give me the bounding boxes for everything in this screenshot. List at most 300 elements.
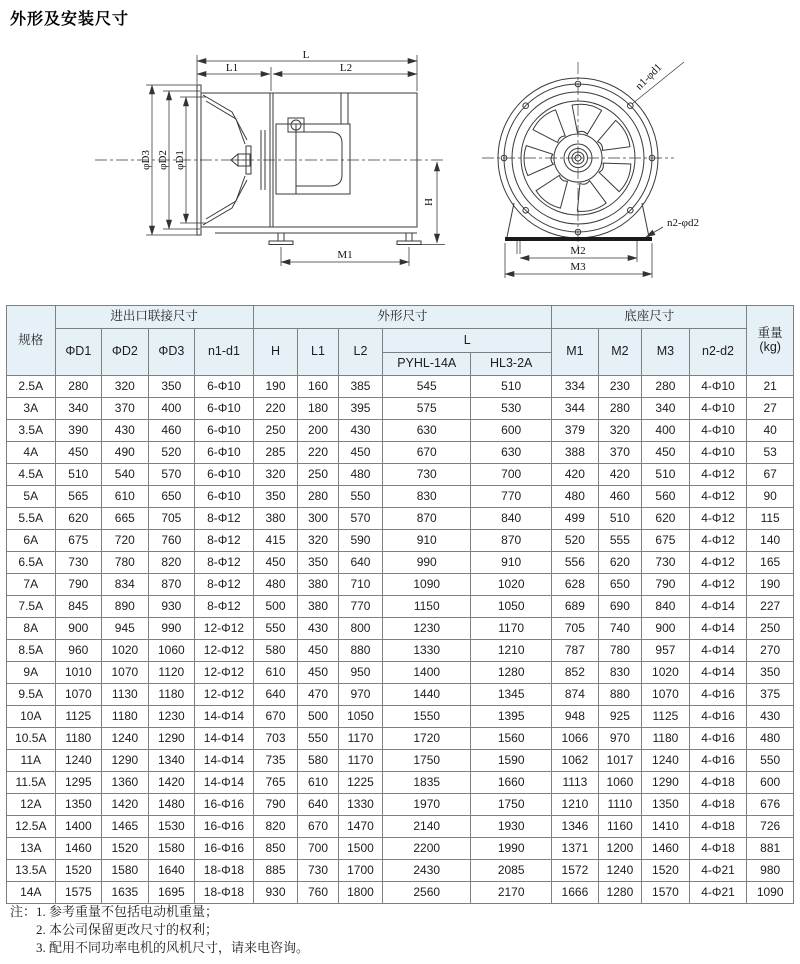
spec-cell: 10.5A (7, 728, 56, 750)
value-cell: 1560 (471, 728, 552, 750)
value-cell: 470 (298, 684, 338, 706)
value-cell: 530 (471, 398, 552, 420)
spec-cell: 5.5A (7, 508, 56, 530)
table-row (7, 794, 794, 816)
value-cell: 676 (747, 794, 794, 816)
value-cell: 4-Φ21 (689, 882, 747, 904)
value-cell: 1150 (383, 596, 471, 618)
value-cell: 4-Φ14 (689, 662, 747, 684)
value-cell: 620 (642, 508, 690, 530)
value-cell: 14-Φ14 (195, 706, 254, 728)
note-line: 3. 配用不同功率电机的风机尺寸，请来电咨询。 (36, 940, 310, 955)
spec-cell: 9A (7, 662, 56, 684)
value-cell: 580 (298, 750, 338, 772)
spec-cell: 11.5A (7, 772, 56, 794)
table-row (7, 508, 794, 530)
spec-cell: 7.5A (7, 596, 56, 618)
notes-prefix: 注： (10, 904, 37, 919)
value-cell: 1110 (598, 794, 641, 816)
value-cell: 160 (298, 376, 338, 398)
value-cell: 1170 (471, 618, 552, 640)
value-cell: 4-Φ12 (689, 464, 747, 486)
value-cell: 420 (598, 464, 641, 486)
table-row (7, 574, 794, 596)
value-cell: 6-Φ10 (195, 398, 254, 420)
value-cell: 1695 (148, 882, 195, 904)
value-cell: 1660 (471, 772, 552, 794)
spec-cell: 12.5A (7, 816, 56, 838)
value-cell: 6-Φ10 (195, 376, 254, 398)
table-row (7, 552, 794, 574)
value-cell: 705 (148, 508, 195, 530)
value-cell: 4-Φ16 (689, 684, 747, 706)
value-cell: 1050 (471, 596, 552, 618)
value-cell: 1290 (102, 750, 149, 772)
table-row (7, 420, 794, 442)
value-cell: 900 (642, 618, 690, 640)
value-cell: 874 (552, 684, 599, 706)
spec-cell: 8A (7, 618, 56, 640)
value-cell: 852 (552, 662, 599, 684)
value-cell: 555 (598, 530, 641, 552)
col-header-hl3: HL3-2A (471, 353, 552, 376)
group-header-base: 底座尺寸 (552, 306, 747, 329)
value-cell: 4-Φ10 (689, 398, 747, 420)
value-cell: 970 (598, 728, 641, 750)
table-row (7, 772, 794, 794)
dim-label-M1: M1 (337, 249, 353, 261)
value-cell: 350 (747, 662, 794, 684)
value-cell: 18-Φ18 (195, 882, 254, 904)
value-cell: 780 (598, 640, 641, 662)
value-cell: 1330 (338, 794, 383, 816)
value-cell: 730 (383, 464, 471, 486)
value-cell: 1575 (55, 882, 102, 904)
value-cell: 1060 (598, 772, 641, 794)
value-cell: 1350 (642, 794, 690, 816)
value-cell: 18-Φ18 (195, 860, 254, 882)
dim-label-L: L (302, 49, 310, 61)
spec-cell: 4A (7, 442, 56, 464)
value-cell: 870 (148, 574, 195, 596)
value-cell: 590 (338, 530, 383, 552)
value-cell: 1835 (383, 772, 471, 794)
value-cell: 1113 (552, 772, 599, 794)
table-row (7, 398, 794, 420)
note-line: 2. 本公司保留更改尺寸的权利； (36, 922, 219, 937)
spec-cell: 3A (7, 398, 56, 420)
value-cell: 690 (598, 596, 641, 618)
value-cell: 415 (253, 530, 298, 552)
value-cell: 610 (298, 772, 338, 794)
value-cell: 450 (298, 662, 338, 684)
value-cell: 1330 (383, 640, 471, 662)
value-cell: 885 (253, 860, 298, 882)
value-cell: 550 (338, 486, 383, 508)
col-header-n2d2: n2-d2 (689, 329, 747, 376)
value-cell: 910 (383, 530, 471, 552)
value-cell: 550 (298, 728, 338, 750)
table-row (7, 750, 794, 772)
value-cell: 40 (747, 420, 794, 442)
value-cell: 545 (383, 376, 471, 398)
value-cell: 620 (55, 508, 102, 530)
value-cell: 1572 (552, 860, 599, 882)
weight-unit: (kg) (759, 339, 781, 354)
value-cell: 14-Φ14 (195, 750, 254, 772)
value-cell: 340 (55, 398, 102, 420)
value-cell: 703 (253, 728, 298, 750)
value-cell: 1225 (338, 772, 383, 794)
value-cell: 670 (383, 442, 471, 464)
value-cell: 180 (298, 398, 338, 420)
value-cell: 285 (253, 442, 298, 464)
value-cell: 1800 (338, 882, 383, 904)
value-cell: 430 (747, 706, 794, 728)
spec-table (6, 305, 794, 904)
value-cell: 1970 (383, 794, 471, 816)
value-cell: 1130 (102, 684, 149, 706)
value-cell: 380 (298, 574, 338, 596)
value-cell: 1530 (148, 816, 195, 838)
weight-label: 重量 (757, 326, 783, 340)
value-cell: 620 (598, 552, 641, 574)
value-cell: 760 (298, 882, 338, 904)
value-cell: 4-Φ18 (689, 816, 747, 838)
value-cell: 760 (148, 530, 195, 552)
value-cell: 600 (747, 772, 794, 794)
value-cell: 665 (102, 508, 149, 530)
value-cell: 350 (298, 552, 338, 574)
value-cell: 430 (338, 420, 383, 442)
value-cell: 1580 (148, 838, 195, 860)
value-cell: 730 (55, 552, 102, 574)
value-cell: 830 (598, 662, 641, 684)
table-row (7, 464, 794, 486)
value-cell: 1465 (102, 816, 149, 838)
value-cell: 930 (253, 882, 298, 904)
value-cell: 300 (298, 508, 338, 530)
value-cell: 1520 (642, 860, 690, 882)
col-header-l2: L2 (338, 329, 383, 376)
value-cell: 2430 (383, 860, 471, 882)
value-cell: 1020 (102, 640, 149, 662)
value-cell: 705 (552, 618, 599, 640)
table-row (7, 860, 794, 882)
value-cell: 4-Φ14 (689, 618, 747, 640)
spec-cell: 2.5A (7, 376, 56, 398)
value-cell: 4-Φ18 (689, 838, 747, 860)
value-cell: 4-Φ12 (689, 530, 747, 552)
value-cell: 4-Φ14 (689, 640, 747, 662)
dim-label-D1: φD1 (174, 150, 186, 170)
value-cell: 190 (747, 574, 794, 596)
technical-drawing (0, 28, 800, 300)
value-cell: 540 (102, 464, 149, 486)
value-cell: 628 (552, 574, 599, 596)
value-cell: 880 (338, 640, 383, 662)
table-row (7, 376, 794, 398)
value-cell: 1180 (102, 706, 149, 728)
dim-label-M3: M3 (570, 261, 586, 273)
value-cell: 480 (552, 486, 599, 508)
value-cell: 840 (642, 596, 690, 618)
value-cell: 870 (383, 508, 471, 530)
table-row (7, 816, 794, 838)
table-row (7, 706, 794, 728)
value-cell: 500 (253, 596, 298, 618)
value-cell: 640 (298, 794, 338, 816)
value-cell: 970 (338, 684, 383, 706)
value-cell: 726 (747, 816, 794, 838)
value-cell: 1295 (55, 772, 102, 794)
value-cell: 4-Φ18 (689, 772, 747, 794)
value-cell: 520 (148, 442, 195, 464)
value-cell: 379 (552, 420, 599, 442)
value-cell: 770 (471, 486, 552, 508)
spec-cell: 7A (7, 574, 56, 596)
value-cell: 320 (102, 376, 149, 398)
value-cell: 6-Φ10 (195, 442, 254, 464)
value-cell: 630 (383, 420, 471, 442)
value-cell: 320 (298, 530, 338, 552)
value-cell: 780 (102, 552, 149, 574)
value-cell: 700 (471, 464, 552, 486)
value-cell: 8-Φ12 (195, 530, 254, 552)
value-cell: 980 (747, 860, 794, 882)
value-cell: 350 (148, 376, 195, 398)
spec-cell: 12A (7, 794, 56, 816)
value-cell: 1240 (55, 750, 102, 772)
value-cell: 550 (747, 750, 794, 772)
value-cell: 450 (253, 552, 298, 574)
value-cell: 1280 (598, 882, 641, 904)
value-cell: 190 (253, 376, 298, 398)
value-cell: 4-Φ10 (689, 420, 747, 442)
value-cell: 1280 (471, 662, 552, 684)
value-cell: 480 (253, 574, 298, 596)
value-cell: 230 (598, 376, 641, 398)
value-cell: 1350 (55, 794, 102, 816)
value-cell: 280 (298, 486, 338, 508)
value-cell: 4-Φ16 (689, 728, 747, 750)
value-cell: 689 (552, 596, 599, 618)
value-cell: 4-Φ10 (689, 376, 747, 398)
value-cell: 1720 (383, 728, 471, 750)
value-cell: 450 (338, 442, 383, 464)
value-cell: 800 (338, 618, 383, 640)
value-cell: 4-Φ12 (689, 508, 747, 530)
table-row (7, 442, 794, 464)
dim-label-H: H (423, 198, 435, 206)
value-cell: 4-Φ16 (689, 750, 747, 772)
table-row (7, 882, 794, 904)
value-cell: 575 (383, 398, 471, 420)
value-cell: 4-Φ18 (689, 794, 747, 816)
value-cell: 880 (598, 684, 641, 706)
value-cell: 925 (598, 706, 641, 728)
value-cell: 580 (253, 640, 298, 662)
value-cell: 388 (552, 442, 599, 464)
value-cell: 650 (148, 486, 195, 508)
value-cell: 1550 (383, 706, 471, 728)
value-cell: 1120 (148, 662, 195, 684)
value-cell: 730 (642, 552, 690, 574)
value-cell: 8-Φ12 (195, 508, 254, 530)
dim-label-D3: φD3 (140, 150, 152, 170)
value-cell: 1070 (55, 684, 102, 706)
value-cell: 53 (747, 442, 794, 464)
col-header-d3: ΦD3 (148, 329, 195, 376)
value-cell: 870 (471, 530, 552, 552)
value-cell: 4-Φ12 (689, 552, 747, 574)
value-cell: 1240 (102, 728, 149, 750)
group-header-outline: 外形尺寸 (253, 306, 551, 329)
value-cell: 1240 (598, 860, 641, 882)
value-cell: 1580 (102, 860, 149, 882)
value-cell: 1180 (55, 728, 102, 750)
value-cell: 1062 (552, 750, 599, 772)
value-cell: 490 (102, 442, 149, 464)
value-cell: 610 (102, 486, 149, 508)
value-cell: 930 (148, 596, 195, 618)
value-cell: 1066 (552, 728, 599, 750)
value-cell: 1125 (55, 706, 102, 728)
value-cell: 710 (338, 574, 383, 596)
value-cell: 1020 (642, 662, 690, 684)
value-cell: 480 (747, 728, 794, 750)
value-cell: 1420 (102, 794, 149, 816)
value-cell: 1340 (148, 750, 195, 772)
value-cell: 90 (747, 486, 794, 508)
value-cell: 1050 (338, 706, 383, 728)
value-cell: 740 (598, 618, 641, 640)
spec-cell: 9.5A (7, 684, 56, 706)
value-cell: 820 (253, 816, 298, 838)
value-cell: 730 (298, 860, 338, 882)
value-cell: 16-Φ16 (195, 794, 254, 816)
table-row (7, 640, 794, 662)
value-cell: 1090 (747, 882, 794, 904)
value-cell: 16-Φ16 (195, 816, 254, 838)
value-cell: 1410 (642, 816, 690, 838)
value-cell: 1400 (383, 662, 471, 684)
value-cell: 1666 (552, 882, 599, 904)
value-cell: 1480 (148, 794, 195, 816)
value-cell: 1400 (55, 816, 102, 838)
col-header-spec: 规格 (7, 306, 56, 376)
value-cell: 510 (642, 464, 690, 486)
value-cell: 4-Φ16 (689, 706, 747, 728)
spec-cell: 6A (7, 530, 56, 552)
value-cell: 556 (552, 552, 599, 574)
value-cell: 610 (253, 662, 298, 684)
table-row (7, 662, 794, 684)
spec-cell: 8.5A (7, 640, 56, 662)
value-cell: 670 (298, 816, 338, 838)
table-row (7, 596, 794, 618)
value-cell: 12-Φ12 (195, 640, 254, 662)
value-cell: 250 (253, 420, 298, 442)
col-header-l1: L1 (298, 329, 338, 376)
value-cell: 640 (253, 684, 298, 706)
value-cell: 4-Φ21 (689, 860, 747, 882)
dim-label-n1-d1: n1-φd1 (633, 61, 665, 93)
value-cell: 600 (471, 420, 552, 442)
value-cell: 1070 (642, 684, 690, 706)
value-cell: 27 (747, 398, 794, 420)
value-cell: 270 (747, 640, 794, 662)
value-cell: 1210 (552, 794, 599, 816)
value-cell: 675 (55, 530, 102, 552)
value-cell: 460 (598, 486, 641, 508)
value-cell: 1090 (383, 574, 471, 596)
value-cell: 1750 (471, 794, 552, 816)
value-cell: 735 (253, 750, 298, 772)
value-cell: 1590 (471, 750, 552, 772)
value-cell: 550 (253, 618, 298, 640)
value-cell: 565 (55, 486, 102, 508)
value-cell: 1520 (55, 860, 102, 882)
value-cell: 1010 (55, 662, 102, 684)
value-cell: 370 (598, 442, 641, 464)
value-cell: 334 (552, 376, 599, 398)
value-cell: 1990 (471, 838, 552, 860)
value-cell: 1160 (598, 816, 641, 838)
spec-cell: 13A (7, 838, 56, 860)
col-header-d1: ΦD1 (55, 329, 102, 376)
dim-label-M2: M2 (570, 245, 586, 257)
value-cell: 675 (642, 530, 690, 552)
value-cell: 1930 (471, 816, 552, 838)
value-cell: 12-Φ12 (195, 662, 254, 684)
value-cell: 280 (598, 398, 641, 420)
value-cell: 4-Φ12 (689, 486, 747, 508)
value-cell: 1640 (148, 860, 195, 882)
value-cell: 499 (552, 508, 599, 530)
value-cell: 670 (253, 706, 298, 728)
value-cell: 720 (102, 530, 149, 552)
value-cell: 1070 (102, 662, 149, 684)
value-cell: 2140 (383, 816, 471, 838)
value-cell: 4-Φ14 (689, 596, 747, 618)
value-cell: 1240 (642, 750, 690, 772)
spec-cell: 14A (7, 882, 56, 904)
value-cell: 12-Φ12 (195, 618, 254, 640)
value-cell: 790 (642, 574, 690, 596)
value-cell: 1420 (148, 772, 195, 794)
value-cell: 1125 (642, 706, 690, 728)
value-cell: 1020 (471, 574, 552, 596)
value-cell: 520 (552, 530, 599, 552)
spec-cell: 4.5A (7, 464, 56, 486)
value-cell: 380 (298, 596, 338, 618)
value-cell: 380 (253, 508, 298, 530)
value-cell: 250 (747, 618, 794, 640)
value-cell: 2085 (471, 860, 552, 882)
value-cell: 787 (552, 640, 599, 662)
value-cell: 1060 (148, 640, 195, 662)
value-cell: 1360 (102, 772, 149, 794)
value-cell: 460 (148, 420, 195, 442)
value-cell: 220 (298, 442, 338, 464)
value-cell: 845 (55, 596, 102, 618)
value-cell: 1371 (552, 838, 599, 860)
value-cell: 1180 (148, 684, 195, 706)
col-header-pyhl: PYHL-14A (383, 353, 471, 376)
spec-cell: 10A (7, 706, 56, 728)
value-cell: 640 (338, 552, 383, 574)
